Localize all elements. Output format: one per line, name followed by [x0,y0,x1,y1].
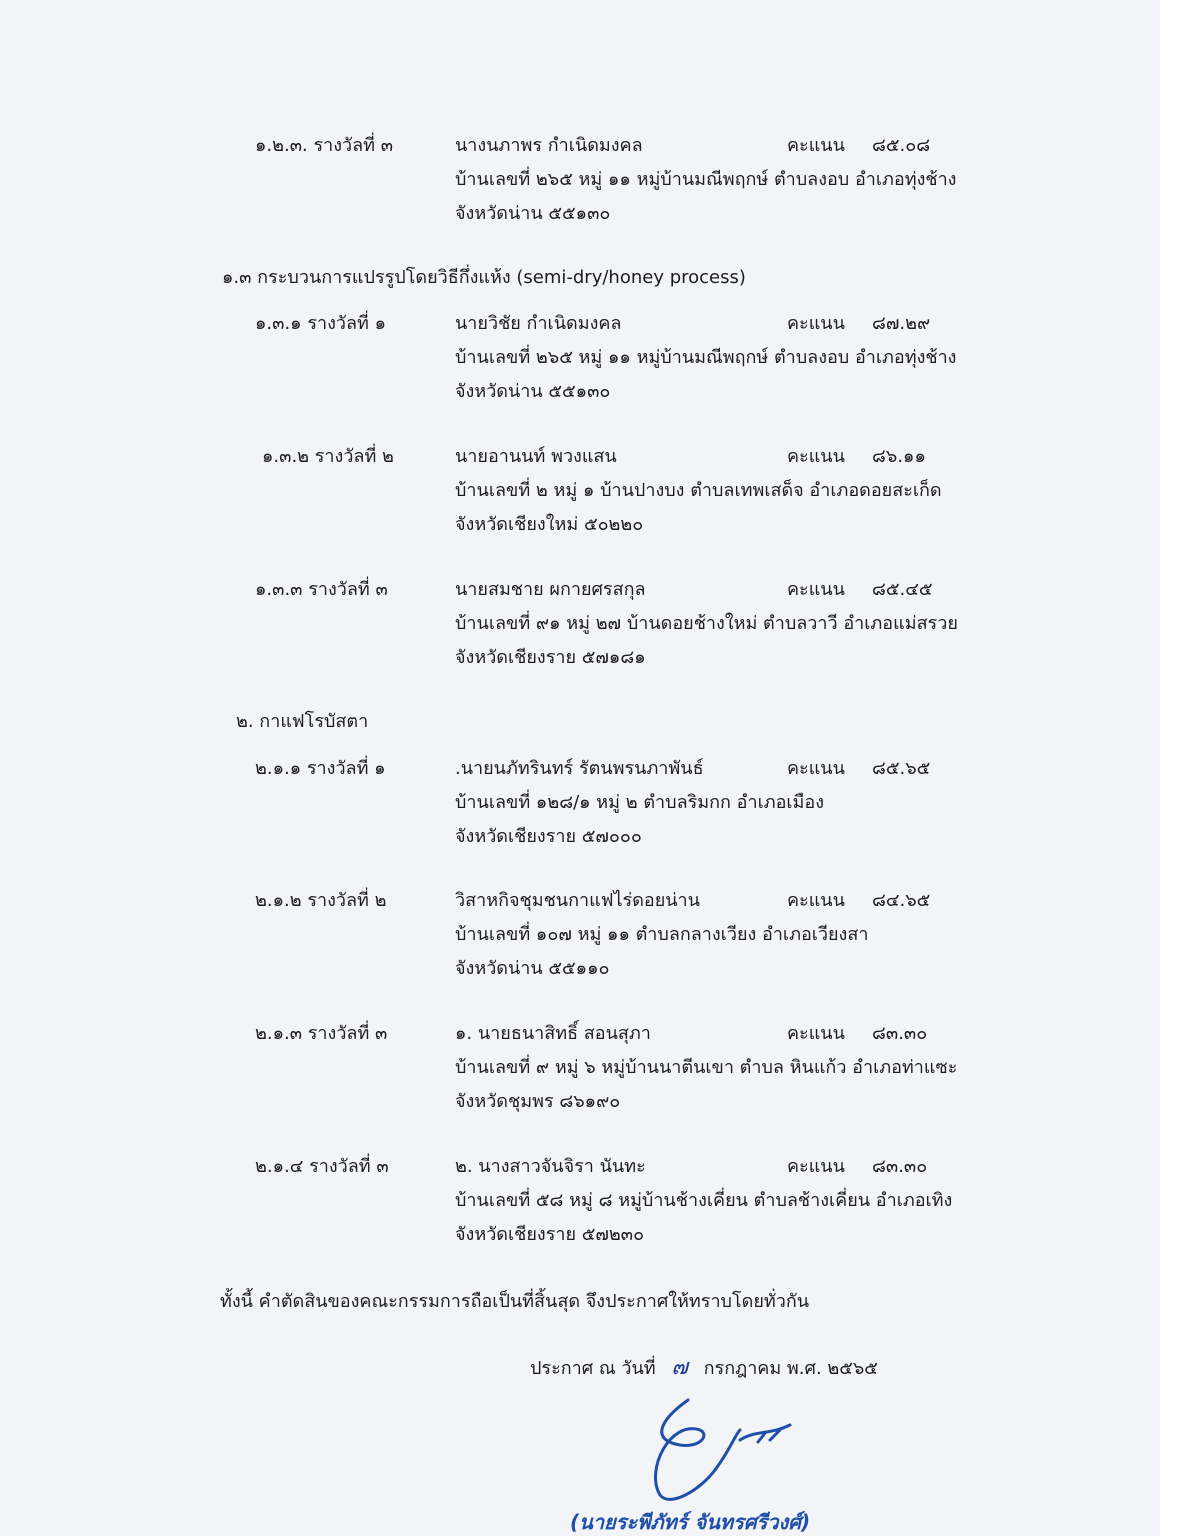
score-value: ๘๓.๓๐ [872,1023,928,1044]
score-value: ๘๖.๑๑ [872,446,926,467]
score-label: คะแนน [787,579,845,600]
entry-name: นางนภาพร กำเนิดมงคล [455,135,643,156]
entry-address-line2: จังหวัดน่าน ๕๕๑๓๐ [455,203,611,224]
score-value: ๘๕.๔๕ [872,579,933,600]
entry-code: ๑.๓.๒ รางวัลที่ ๒ [262,446,394,467]
entry-address-line1: บ้านเลขที่ ๒๖๕ หมู่ ๑๑ หมู่บ้านมณีพฤกษ์ ตำบลงอบ อำเภอทุ่งช้าง [455,347,957,368]
entry-name: ๒. นางสาวจันจิรา นันทะ [455,1156,646,1177]
date-rest: กรกฎาคม พ.ศ. ๒๕๖๕ [703,1358,878,1379]
entry-address-line1: บ้านเลขที่ ๑๐๗ หมู่ ๑๑ ตำบลกลางเวียง อำเภอเวียงสา [455,924,869,945]
entry-address-line2: จังหวัดชุมพร ๘๖๑๙๐ [455,1091,621,1112]
entry-address-line2: จังหวัดเชียงราย ๕๗๐๐๐ [455,826,642,847]
score-value: ๘๓.๓๐ [872,1156,928,1177]
entry-address-line2: จังหวัดน่าน ๕๕๑๓๐ [455,381,611,402]
score-label: คะแนน [787,1023,845,1044]
date-prefix: ประกาศ ณ วันที่ [530,1358,656,1379]
closing-statement: ทั้งนี้ คำตัดสินของคณะกรรมการถือเป็นที่สิ้นสุด จึงประกาศให้ทราบโดยทั่วกัน [220,1291,810,1312]
entry-code: ๒.๑.๔ รางวัลที่ ๓ [255,1156,389,1177]
entry-address-line2: จังหวัดเชียงราย ๕๗๑๘๑ [455,647,646,668]
entry-name: .นายนภัทรินทร์ รัตนพรนภาพันธ์ [455,758,704,779]
entry-name: วิสาหกิจชุมชนกาแฟไร่ดอยน่าน [455,890,700,911]
entry-address-line1: บ้านเลขที่ ๕๘ หมู่ ๘ หมู่บ้านช้างเคี่ยน ตำบลช้างเคี่ยน อำเภอเทิง [455,1190,953,1211]
score-label: คะแนน [787,1156,845,1177]
score-label: คะแนน [787,446,845,467]
signature-image [640,1390,810,1510]
section-heading: ๑.๓ กระบวนการแปรรูปโดยวิธีกึ่งแห้ง (semi-dry/honey process) [222,267,746,288]
entry-address-line1: บ้านเลขที่ ๙๑ หมู่ ๒๗ บ้านดอยช้างใหม่ ตำบลวาวี อำเภอแม่สรวย [455,613,958,634]
entry-name: นายสมชาย ผกายศรสกุล [455,579,646,600]
entry-code: ๒.๑.๒ รางวัลที่ ๒ [255,890,387,911]
date-line [530,1356,878,1381]
entry-code: ๑.๒.๓. รางวัลที่ ๓ [255,135,394,156]
entry-name: นายวิชัย กำเนิดมงคล [455,313,622,334]
score-value: ๘๗.๒๙ [872,313,931,334]
score-label: คะแนน [787,313,845,334]
entry-code: ๑.๓.๑ รางวัลที่ ๑ [255,313,387,334]
signer-name: (นายระพีภัทร์ จันทรศรีวงศ์) [570,1510,811,1534]
date-day: ๗ [671,1355,688,1380]
score-value: ๘๕.๖๕ [872,758,931,779]
entry-address-line1: บ้านเลขที่ ๒ หมู่ ๑ บ้านปางบง ตำบลเทพเสด็จ อำเภอดอยสะเก็ด [455,480,942,501]
entry-address-line1: บ้านเลขที่ ๑๒๘/๑ หมู่ ๒ ตำบลริมกก อำเภอเมือง [455,792,825,813]
entry-name: ๑. นายธนาสิทธิ์ สอนสุภา [455,1023,651,1044]
page-edge [1160,0,1184,1536]
entry-address-line1: บ้านเลขที่ ๙ หมู่ ๖ หมู่บ้านนาตีนเขา ตำบล หินแก้ว อำเภอท่าแซะ [455,1057,958,1078]
score-label: คะแนน [787,890,845,911]
entry-address-line1: บ้านเลขที่ ๒๖๕ หมู่ ๑๑ หมู่บ้านมณีพฤกษ์ ตำบลงอบ อำเภอทุ่งช้าง [455,169,957,190]
entry-name: นายอานนท์ พวงแสน [455,446,617,467]
entry-code: ๒.๑.๓ รางวัลที่ ๓ [255,1023,388,1044]
score-value: ๘๕.๐๘ [872,135,931,156]
entry-address-line2: จังหวัดเชียงราย ๕๗๒๓๐ [455,1224,645,1245]
entry-code: ๑.๓.๓ รางวัลที่ ๓ [255,579,388,600]
score-label: คะแนน [787,135,845,156]
entry-address-line2: จังหวัดเชียงใหม่ ๕๐๒๒๐ [455,514,644,535]
section-heading: ๒. กาแฟโรบัสตา [236,711,369,732]
score-label: คะแนน [787,758,845,779]
entry-address-line2: จังหวัดน่าน ๕๕๑๑๐ [455,958,610,979]
entry-code: ๒.๑.๑ รางวัลที่ ๑ [255,758,386,779]
score-value: ๘๔.๖๕ [872,890,931,911]
